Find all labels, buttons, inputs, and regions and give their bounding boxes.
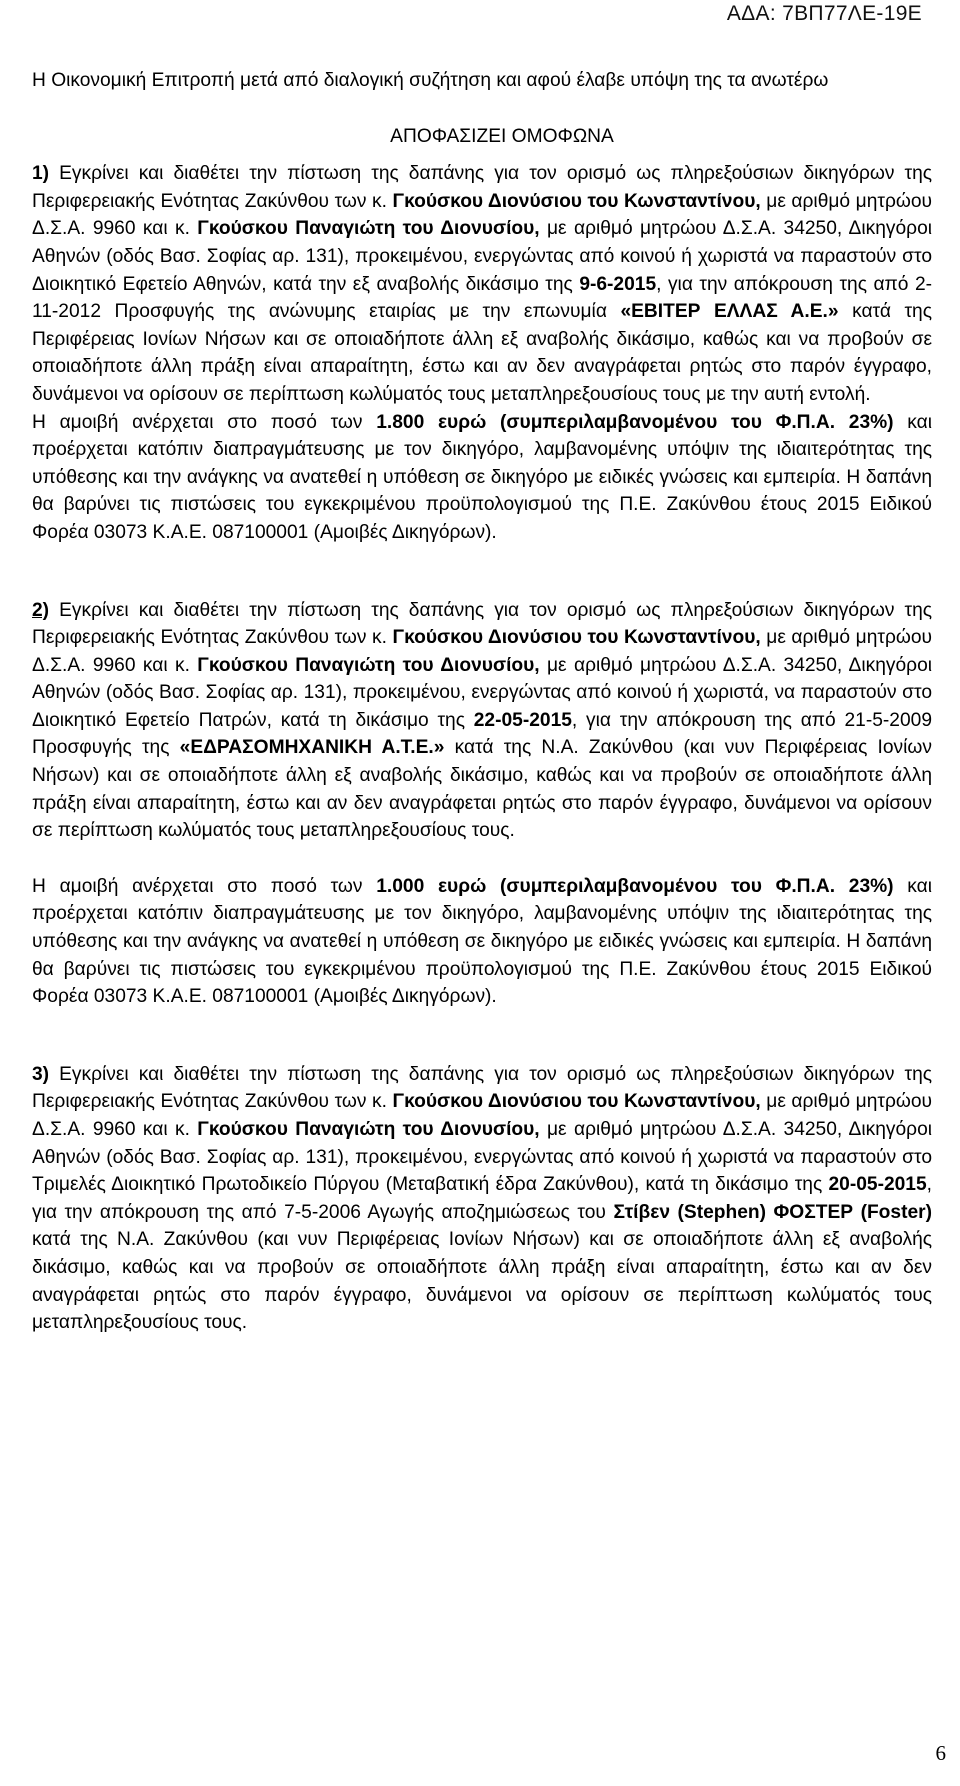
decision-item-3: 3) Εγκρίνει και διαθέτει την πίστωση της δαπάνης για τον ορισμό ως πληρεξούσιων δικηγόρων της Περιφερειακής Ενότητας Ζακύνθου των κ. Γκούσκου Διονύσιου του Κωνσταντίνου, με αριθμό μητρώου Δ.Σ.Α. 9960 και κ. Γκούσκου Παναγιώτη του Διονυσίου, με αριθμό μητρώου Δ.Σ.Α. 34250, Δικηγόροι Αθηνών (οδός Βασ. Σοφίας αρ. 131), προκειμένου, ενεργώντας από κοινού ή χωριστά να παραστούν στο Τριμελές Διοικητικό Πρωτοδικείο Πύργου (Μεταβατική έδρα Ζακύνθου), κατά τη δικάσιμο της 20-05-2015, για την απόκρουση της από 7-5-2006 Αγωγής αποζημιώσεως του Στίβεν (Stephen) ΦΟΣΤΕΡ (Foster) κατά της Ν.Α. Ζακύνθου (και νυν Περιφέρειας Ιονίων Νήσων) και σε οποιαδήποτε άλλη εξ αναβολής δικάσιμο, καθώς και να προβούν σε οποιαδήποτε άλλη πράξη είναι απαραίτητη, έστω και αν δεν αναγράφεται ρητώς στο παρόν έγγραφο, δυνάμενοι να ορίσουν σε περίπτωση κωλύματός τους μεταπληρεξουσίους τους. <box>32 1063 933 1334</box>
lawyer-name-1: Γκούσκου Διονύσιου του Κωνσταντίνου, <box>392 190 761 212</box>
spacer <box>32 845 932 873</box>
item-number: 1) <box>32 163 50 185</box>
fee-paragraph-2: Η αμοιβή ανέρχεται στο ποσό των 1.000 ευρώ (συμπεριλαμβανομένου του Φ.Π.Α. 23%) και προέρχεται κατόπιν διαπραγμάτευσης με τον δικηγόρο, λαμβανομένης υπόψιν της ιδιαιτερότητας της υπόθεσης και την ανάγκης να ανατεθεί η υπόθεση σε δικηγόρο με ειδικές γνώσεις και εμπειρία. Η δαπάνη θα βαρύνει τις πιστώσεις του εγκεκριμένου προϋπολογισμού της Π.Ε. Ζακύνθου έτους 2015 Ειδικού Φορέα 03073 Κ.Α.Ε. 087100001 (Αμοιβές Δικηγόρων). <box>32 875 932 1008</box>
lawyer-name-2: Γκούσκου Παναγιώτη του Διονυσίου, <box>197 654 540 676</box>
decision-heading: ΑΠΟΦΑΣΙΖΕΙ ΟΜΟΦΩΝΑ <box>390 125 614 147</box>
lawyer-name-2: Γκούσκου Παναγιώτη του Διονυσίου, <box>197 218 540 240</box>
party-name: «ΕΒΙΤΕΡ ΕΛΛΑΣ Α.Ε.» <box>620 301 839 323</box>
ada-code: ΑΔΑ: 7ΒΠ77ΛΕ-19Ε <box>726 2 922 25</box>
fee-amount: 1.800 ευρώ (συμπεριλαμβανομένου του Φ.Π.Α. 23%) <box>376 411 894 433</box>
party-name: «ΕΔΡΑΣΟΜΗΧΑΝΙΚΗ Α.Τ.Ε.» <box>179 737 445 759</box>
page-number: 6 <box>935 1741 946 1765</box>
lawyer-name-1: Γκούσκου Διονύσιου του Κωνσταντίνου, <box>392 1091 761 1113</box>
lawyer-name-1: Γκούσκου Διονύσιου του Κωνσταντίνου, <box>392 627 761 649</box>
decision-item-2: 2) Εγκρίνει και διαθέτει την πίστωση της δαπάνης για τον ορισμό ως πληρεξούσιων δικηγόρων της Περιφερειακής Ενότητας Ζακύνθου των κ. Γκούσκου Διονύσιου του Κωνσταντίνου, με αριθμό μητρώου Δ.Σ.Α. 9960 και κ. Γκούσκου Παναγιώτη του Διονυσίου, με αριθμό μητρώου Δ.Σ.Α. 34250, Δικηγόροι Αθηνών (οδός Βασ. Σοφίας αρ. 131), προκειμένου, ενεργώντας από κοινού ή χωριστά, να παραστούν στο Διοικητικό Εφετείο Πατρών, κατά τη δικάσιμο της 22-05-2015, για την απόκρουση της από 21-5-2009 Προσφυγής της «ΕΔΡΑΣΟΜΗΧΑΝΙΚΗ Α.Τ.Ε.» κατά της Ν.Α. Ζακύνθου (και νυν Περιφέρειας Ιονίων Νήσων) και σε οποιαδήποτε άλλη εξ αναβολής δικάσιμο, καθώς και να προβούν σε οποιαδήποτε άλλη πράξη είναι απαραίτητη, έστω και αν δεν αναγράφεται ρητώς στο παρόν έγγραφο, δυνάμενοι να ορίσουν σε περίπτωση κωλύματός τους μεταπληρεξουσίους τους. <box>32 599 933 842</box>
fee-amount: 1.000 ευρώ (συμπεριλαμβανομένου του Φ.Π.Α. 23%) <box>376 875 894 897</box>
spacer <box>32 95 932 123</box>
spacer <box>32 1011 932 1061</box>
item-number: 3) <box>32 1063 50 1085</box>
lawyer-name-2: Γκούσκου Παναγιώτη του Διονυσίου, <box>197 1119 540 1140</box>
party-name: Στίβεν (Stephen) ΦΟΣΤΕΡ (Foster) <box>613 1201 932 1223</box>
spacer <box>32 547 932 597</box>
intro-paragraph: Η Οικονομική Επιτροπή μετά από διαλογική συζήτηση και αφού έλαβε υπόψη της τα ανωτέρω <box>32 70 829 91</box>
spacer <box>32 150 932 160</box>
fee-paragraph-1: Η αμοιβή ανέρχεται στο ποσό των 1.800 ευρώ (συμπεριλαμβανομένου του Φ.Π.Α. 23%) και προέρχεται κατόπιν διαπραγμάτευσης με τον δικηγόρο, λαμβανομένης υπόψιν της ιδιαιτερότητας της υπόθεσης και την ανάγκης να ανατεθεί η υπόθεση σε δικηγόρο με ειδικές γνώσεις και εμπειρία. Η δαπάνη θα βαρύνει τις πιστώσεις του εγκεκριμένου προϋπολογισμού της Π.Ε. Ζακύνθου έτους 2015 Ειδικού Φορέα 03073 Κ.Α.Ε. 087100001 (Αμοιβές Δικηγόρων). <box>32 411 932 543</box>
hearing-date: 9-6-2015 <box>579 273 657 295</box>
decision-item-1: 1) Εγκρίνει και διαθέτει την πίστωση της δαπάνης για τον ορισμό ως πληρεξούσιων δικηγόρων της Περιφερειακής Ενότητας Ζακύνθου των κ. Γκούσκου Διονύσιου του Κωνσταντίνου, με αριθμό μητρώου Δ.Σ.Α. 9960 και κ. Γκούσκου Παναγιώτη του Διονυσίου, με αριθμό μητρώου Δ.Σ.Α. 34250, Δικηγόροι Αθηνών (οδός Βασ. Σοφίας αρ. 131), προκειμένου, ενεργώντας από κοινού ή χωριστά να παραστούν στο Διοικητικό Εφετείο Αθηνών, κατά την εξ αναβολής δικάσιμο της 9-6-2015, για την απόκρουση της από 2-11-2012 Προσφυγής της ανώνυμης εταιρίας με την επωνυμία «ΕΒΙΤΕΡ ΕΛΛΑΣ Α.Ε.» κατά της Περιφέρειας Ιονίων Νήσων και σε οποιαδήποτε άλλη εξ αναβολής δικάσιμο, καθώς και να προβούν σε οποιαδήποτε άλλη πράξη είναι απαραίτητη, έστω και αν δεν αναγράφεται ρητώς στο παρόν έγγραφο, δυνάμενοι να ορίσουν σε περίπτωση κωλύματός τους μεταπληρεξουσίους τους με την αυτή εντολή. <box>32 163 933 405</box>
hearing-date: 20-05-2015 <box>828 1174 927 1196</box>
item-number: 2) <box>32 599 50 621</box>
document-body <box>32 67 932 1337</box>
hearing-date: 22-05-2015 <box>473 709 572 731</box>
